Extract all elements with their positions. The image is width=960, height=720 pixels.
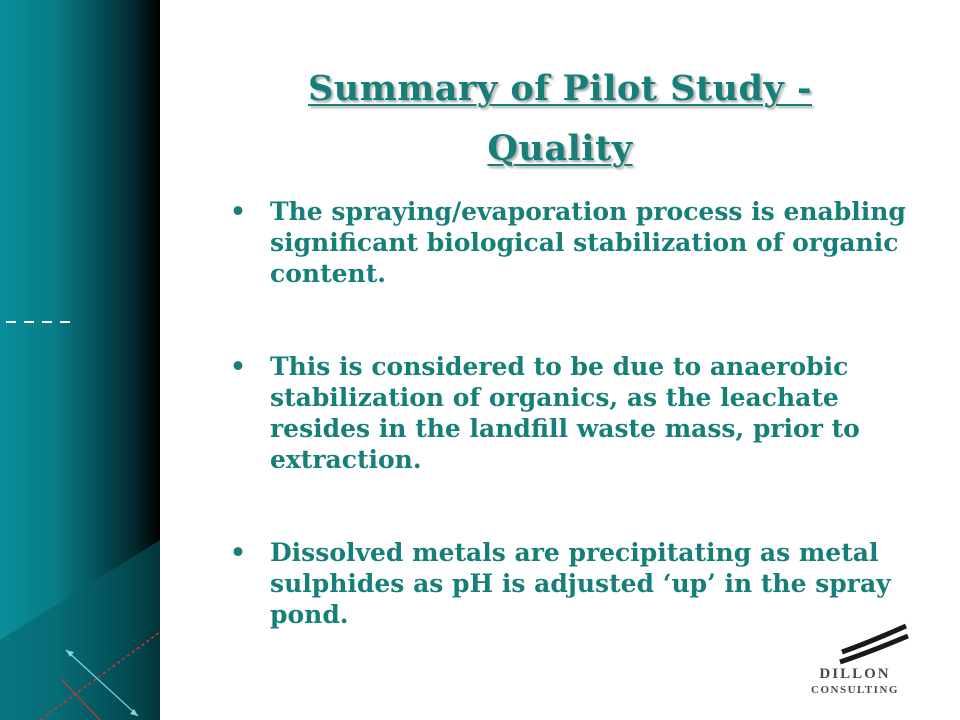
slide-title-line-2: Quality	[487, 128, 633, 169]
bullet-icon: •	[230, 538, 246, 567]
bullet-item	[230, 196, 910, 289]
bullet-icon: •	[230, 352, 246, 381]
sidebar-decoration	[0, 0, 160, 720]
bullet-item	[230, 351, 910, 475]
bullet-item	[230, 537, 910, 630]
sidebar-graphic	[0, 0, 160, 720]
logo-stripes-icon	[790, 622, 920, 666]
bullet-text: Dissolved metals are precipitating as metal sulphides as pH is adjusted ‘up’ in the spray pond.	[270, 538, 891, 629]
bullet-text: The spraying/evaporation process is enabling significant biological stabilization of organic content.	[270, 197, 906, 288]
slide-title-line-1: Summary of Pilot Study -	[307, 68, 813, 109]
bullet-icon: •	[230, 197, 246, 226]
logo-name: DILLON	[819, 666, 891, 682]
bullet-text: This is considered to be due to anaerobic stabilization of organics, as the leachate resides in the landfill waste mass, prior to extraction.	[270, 352, 860, 474]
dillon-logo	[790, 622, 920, 702]
logo-subtitle: CONSULTING	[811, 684, 899, 696]
bullet-list	[230, 196, 910, 692]
